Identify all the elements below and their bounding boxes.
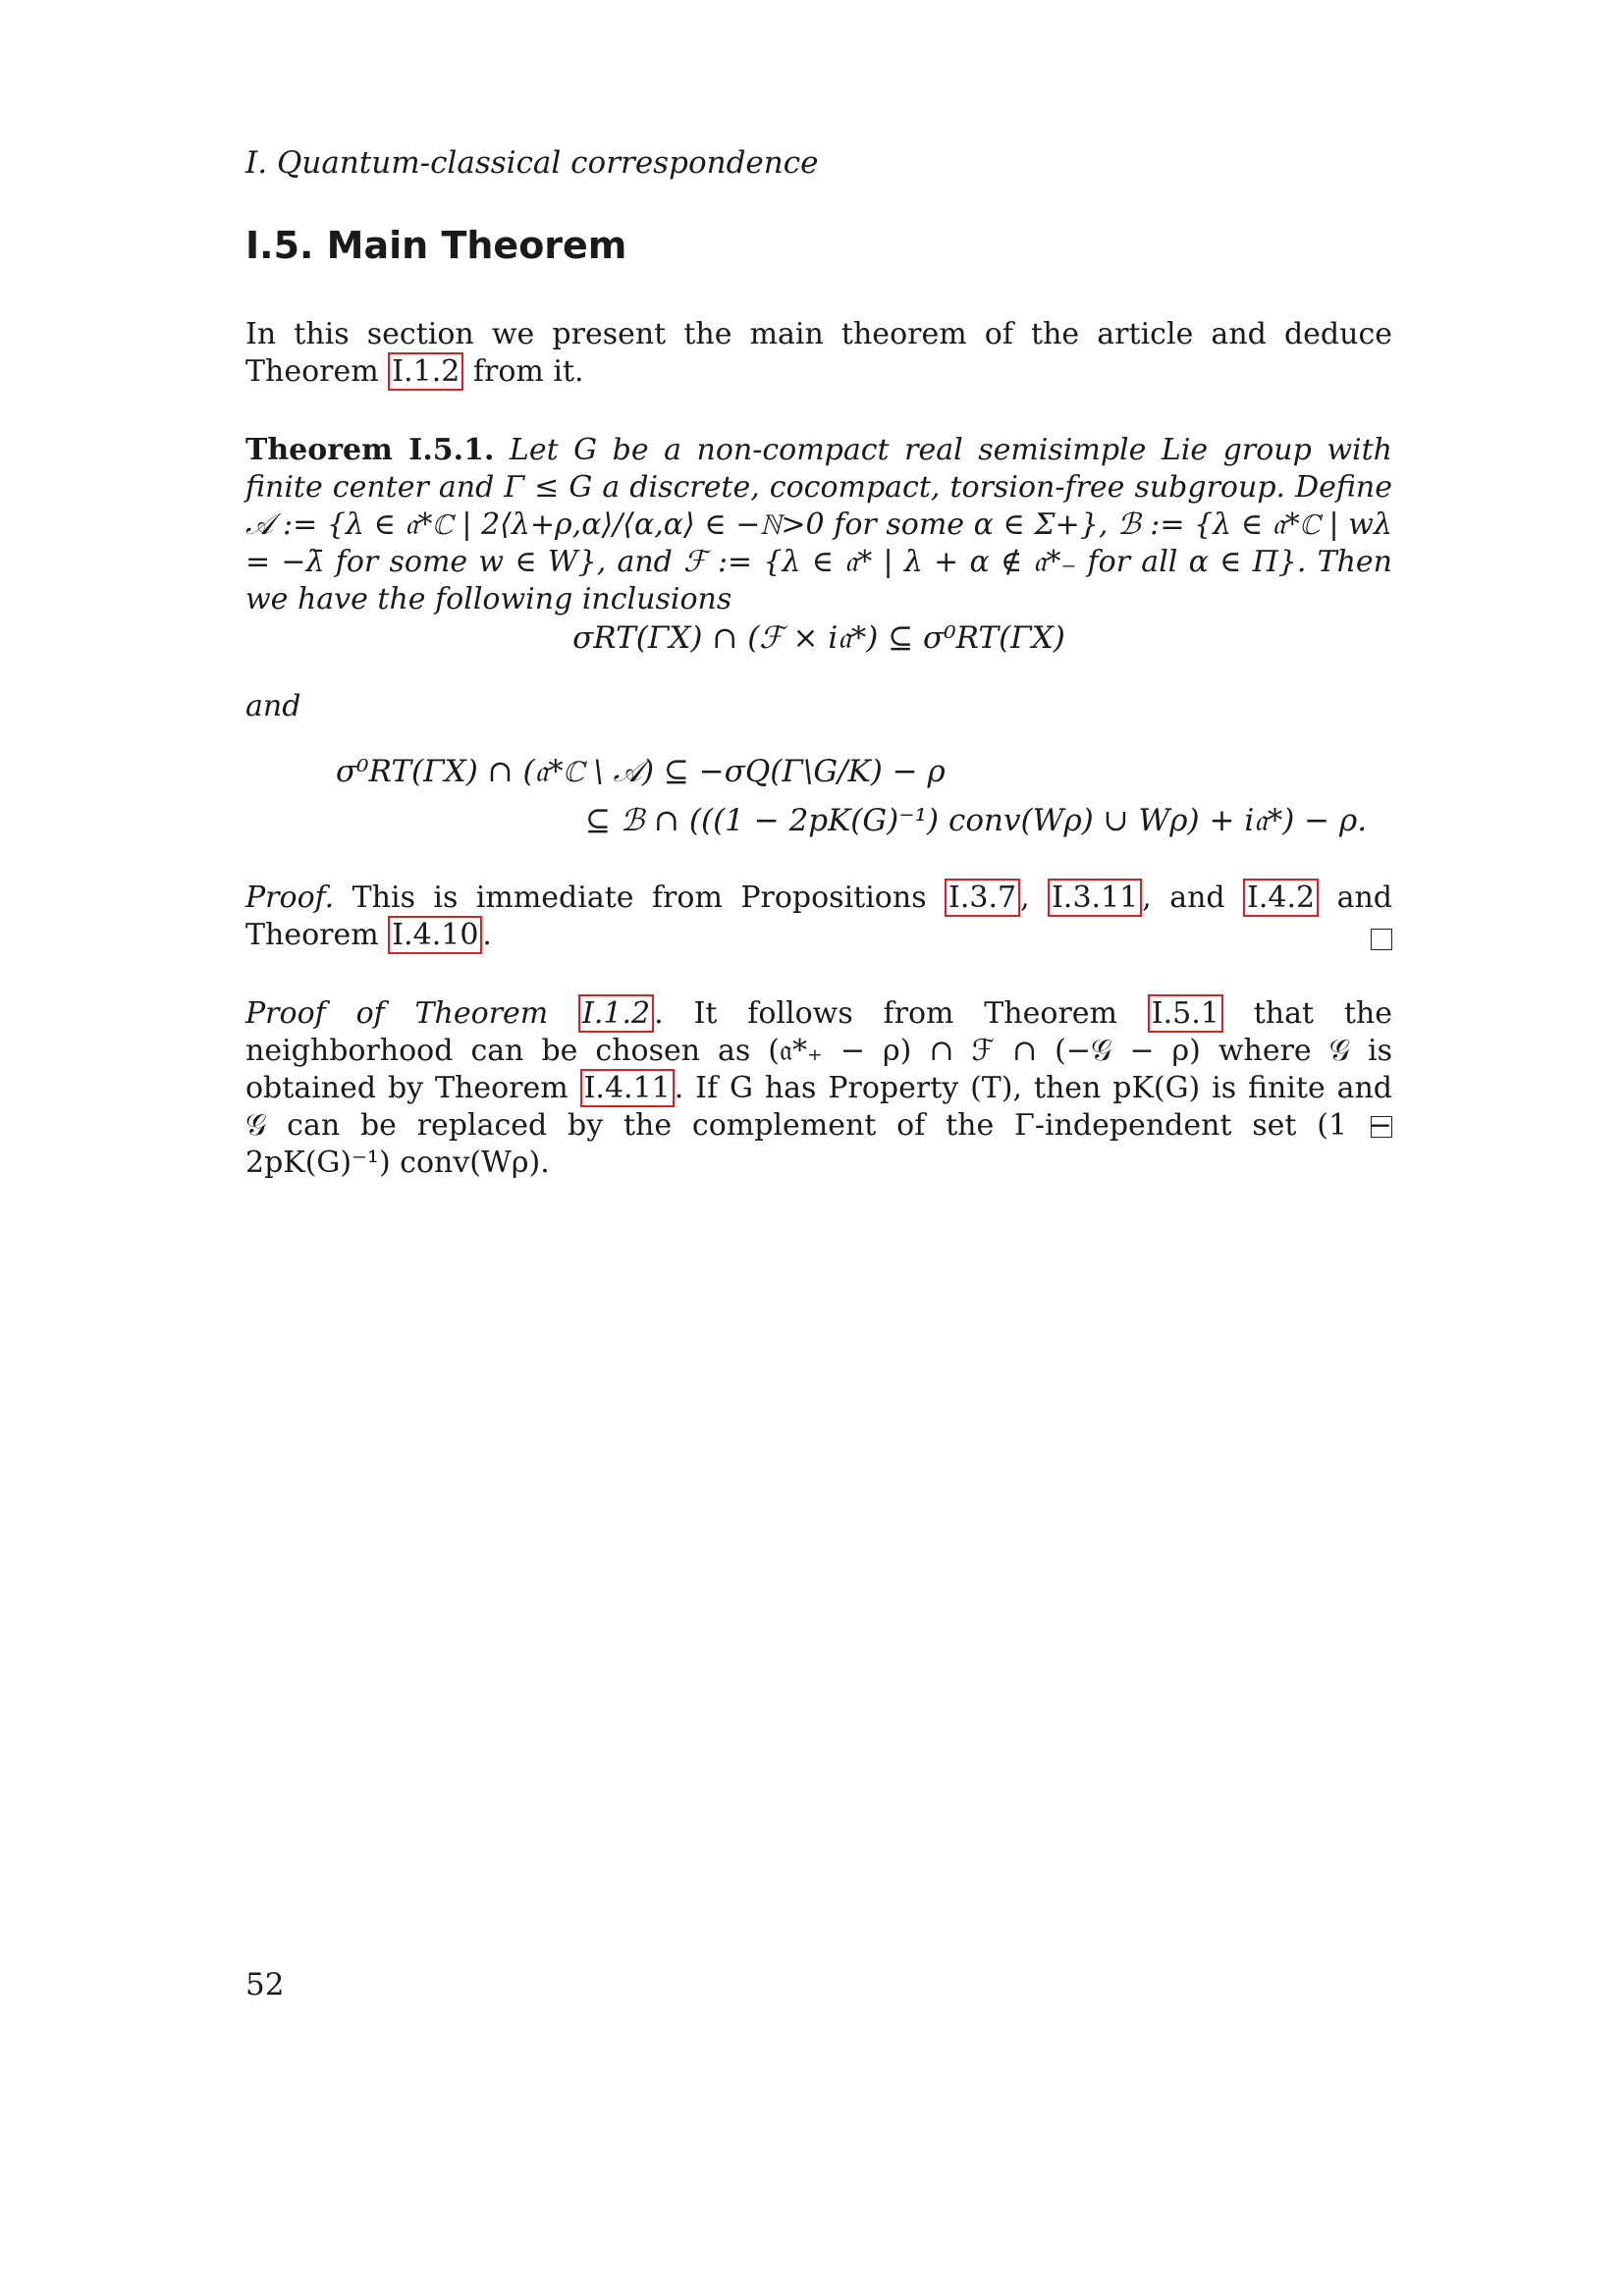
qed-square-icon: [1371, 1116, 1392, 1138]
running-head: I. Quantum-classical correspondence: [245, 145, 819, 181]
ref-link-prop-1-3-7[interactable]: I.3.7: [945, 879, 1020, 917]
proof-text: and Theorem: [245, 881, 1392, 952]
proof-text: .: [482, 918, 492, 952]
proof-text: . It follows from Theorem: [654, 996, 1148, 1031]
proof-text: that the neighborhood can be chosen as (𝔞*₊ − ρ) ∩ ℱ ∩ (−𝒢 − ρ) where 𝒢 is obtained by Theorem: [245, 996, 1392, 1105]
proof-text: ,: [1020, 881, 1049, 915]
proof-label: Proof of Theorem: [245, 996, 579, 1031]
ref-link-thm-1-1-2[interactable]: I.1.2: [388, 352, 463, 391]
display-equation-2-line-1: σ⁰RT(ΓX) ∩ (𝔞*ℂ \ 𝒜) ⊆ −σQ(Γ\G/K) − ρ: [336, 754, 946, 789]
ref-link-thm-1-1-2[interactable]: I.1.2: [578, 994, 654, 1033]
theorem-statement: [245, 432, 1392, 618]
intro-text-1: In this section we present the main theorem of the article and deduce Theorem: [245, 317, 1392, 389]
proof-label: Proof.: [245, 881, 335, 915]
theorem-text: Let G be a non-compact real semisimple Lie group with finite center and Γ ≤ G a discrete, cocompact, torsion-free subgroup. Define 𝒜 := {λ ∈ 𝔞*ℂ | 2⟨λ+ρ,α⟩/⟨α,α⟩ ∈ −ℕ>0 for some α ∈ Σ+}, ℬ := {λ ∈ 𝔞*ℂ | wλ = −λ̄ for some w ∈ W}, and ℱ := {λ ∈ 𝔞* | λ + α ∉ 𝔞*₋ for all α ∈ Π}. Then we have the following inclusions: [245, 433, 1392, 616]
page-number: 52: [245, 1967, 285, 2002]
intro-paragraph: [245, 316, 1392, 391]
ref-link-thm-1-4-10[interactable]: I.4.10: [388, 916, 482, 954]
proof-text: This is immediate from Propositions: [334, 881, 946, 915]
ref-link-prop-1-3-11[interactable]: I.3.11: [1048, 879, 1142, 917]
ref-link-thm-1-5-1[interactable]: I.5.1: [1148, 994, 1223, 1033]
connective-and: and: [245, 689, 301, 723]
proof-paragraph: [245, 880, 1392, 954]
ref-link-prop-1-4-2[interactable]: I.4.2: [1243, 879, 1319, 917]
theorem-head: Theorem I.5.1.: [245, 433, 495, 467]
proof-text: . If G has Property (T), then pK(G) is finite and 𝒢 can be replaced by the complement of the Γ-independent set (1 − 2pK(G)⁻¹) conv(Wρ).: [245, 1071, 1393, 1180]
proof-text: , and: [1142, 881, 1244, 915]
qed-square-icon: [1371, 929, 1392, 950]
ref-link-thm-1-4-11[interactable]: I.4.11: [580, 1069, 675, 1107]
display-equation-2-line-2: ⊆ ℬ ∩ (((1 − 2pK(G)⁻¹) conv(Wρ) ∪ Wρ) + i𝔞*) − ρ.: [585, 803, 1368, 838]
page: [245, 0, 1392, 2296]
proof-of-theorem-paragraph: [245, 995, 1392, 1182]
intro-text-2: from it.: [463, 354, 584, 389]
section-title: I.5. Main Theorem: [245, 224, 627, 267]
display-equation-1: σRT(ΓX) ∩ (ℱ × i𝔞*) ⊆ σ⁰RT(ΓX): [572, 620, 1065, 656]
